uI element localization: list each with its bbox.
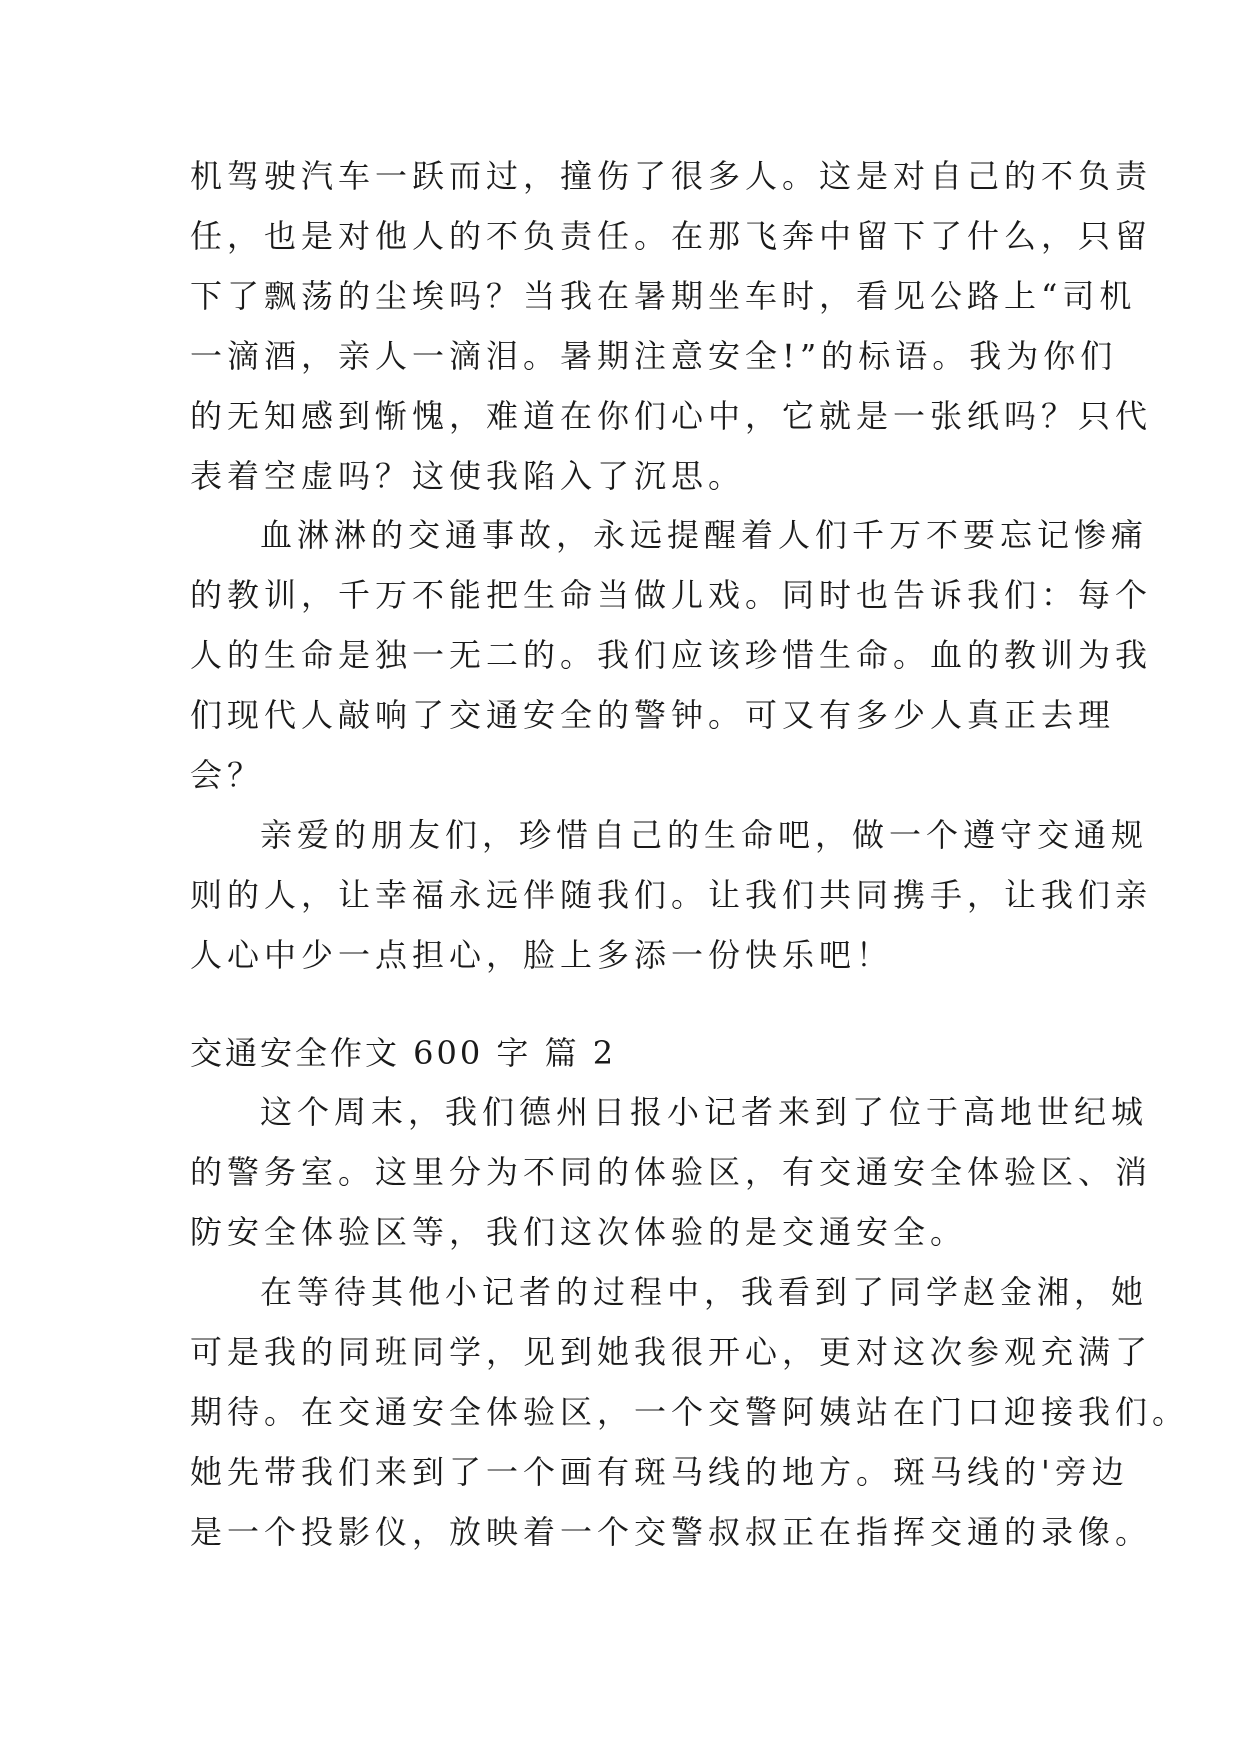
paragraph-line: 下了飘荡的尘埃吗？当我在暑期坐车时，看见公路上“司机 [190, 277, 1137, 315]
paragraph-line: 的无知感到惭愧，难道在你们心中，它就是一张纸吗？只代 [190, 397, 1153, 435]
section-heading: 交通安全作文 600 字 篇 2 [190, 1034, 617, 1072]
paragraph-line: 血淋淋的交通事故，永远提醒着人们千万不要忘记惨痛 [260, 516, 1149, 554]
paragraph-line: 是一个投影仪，放映着一个交警叔叔正在指挥交通的录像。 [190, 1513, 1153, 1551]
paragraph-line: 表着空虚吗？这使我陷入了沉思。 [190, 457, 746, 495]
paragraph-line: 的警务室。这里分为不同的体验区，有交通安全体验区、消 [190, 1153, 1153, 1191]
paragraph-line: 这个周末，我们德州日报小记者来到了位于高地世纪城 [260, 1093, 1149, 1131]
paragraph-line: 期待。在交通安全体验区，一个交警阿姨站在门口迎接我们。 [190, 1393, 1190, 1431]
paragraph-2 [190, 505, 1153, 805]
paragraph-5 [190, 1262, 1190, 1562]
paragraph-line: 人心中少一点担心，脸上多添一份快乐吧！ [190, 936, 894, 974]
paragraph-line: 人的生命是独一无二的。我们应该珍惜生命。血的教训为我 [190, 636, 1153, 674]
paragraph-line: 任，也是对他人的不负责任。在那飞奔中留下了什么，只留 [190, 217, 1153, 255]
paragraph-line: 们现代人敲响了交通安全的警钟。可又有多少人真正去理 [190, 696, 1116, 734]
paragraph-line: 在等待其他小记者的过程中，我看到了同学赵金湘，她 [260, 1273, 1149, 1311]
paragraph-line: 防安全体验区等，我们这次体验的是交通安全。 [190, 1213, 968, 1251]
paragraph-line: 的教训，千万不能把生命当做儿戏。同时也告诉我们：每个 [190, 576, 1153, 614]
paragraph-line: 一滴酒，亲人一滴泪。暑期注意安全!”的标语。我为你们 [190, 337, 1118, 375]
paragraph-line: 她先带我们来到了一个画有斑马线的地方。斑马线的'旁边 [190, 1453, 1129, 1491]
paragraph-line: 可是我的同班同学，见到她我很开心，更对这次参观充满了 [190, 1333, 1153, 1371]
paragraph-line: 机驾驶汽车一跃而过，撞伤了很多人。这是对自己的不负责 [190, 157, 1153, 195]
paragraph-line: 亲爱的朋友们，珍惜自己的生命吧，做一个遵守交通规 [260, 816, 1149, 854]
paragraph-1 [190, 146, 1153, 506]
paragraph-4 [190, 1082, 1153, 1262]
paragraph-line: 会？ [190, 756, 265, 794]
paragraph-3 [190, 805, 1153, 985]
paragraph-line: 则的人，让幸福永远伴随我们。让我们共同携手，让我们亲 [190, 876, 1153, 914]
